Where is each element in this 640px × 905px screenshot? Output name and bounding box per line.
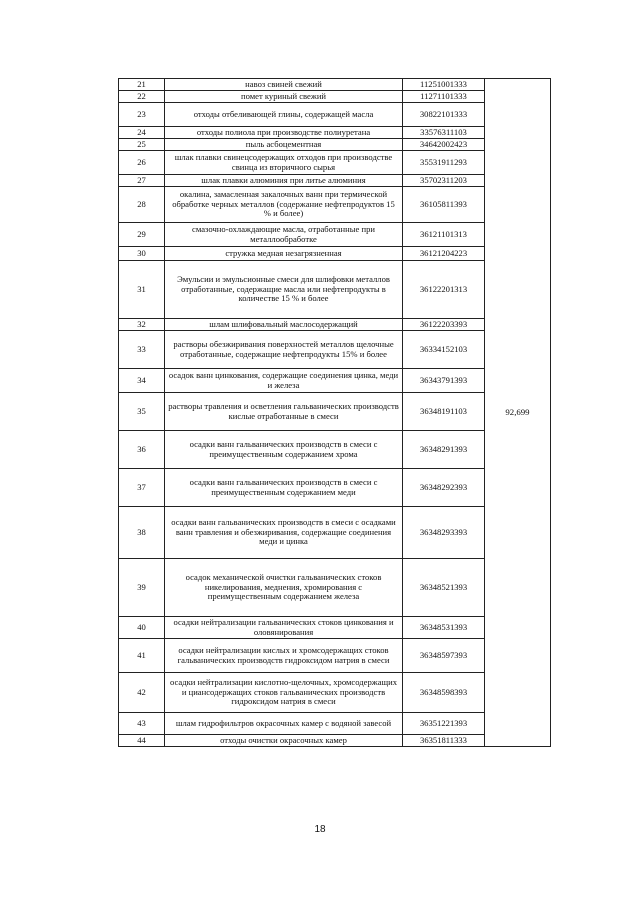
waste-name: осадок механической очистки гальванических стоков никелирования, меднения, хромирования с преимущественным содержанием железа: [165, 559, 403, 617]
waste-name: помет куриный свежий: [165, 91, 403, 103]
waste-name: Эмульсии и эмульсионные смеси для шлифовки металлов отработанные, содержащие масла или нефтепродукты в количестве 15 % и более: [165, 261, 403, 319]
waste-code: 36351811333: [403, 735, 485, 747]
page-number: 18: [314, 824, 326, 835]
waste-code: 36348293393: [403, 507, 485, 559]
waste-name: стружка медная незагрязненная: [165, 247, 403, 261]
waste-code: 36348531393: [403, 617, 485, 639]
row-number: 35: [119, 393, 165, 431]
row-number: 43: [119, 713, 165, 735]
row-number: 31: [119, 261, 165, 319]
waste-code: 36348291393: [403, 431, 485, 469]
waste-code: 36121204223: [403, 247, 485, 261]
waste-table-body: [119, 79, 551, 747]
waste-name: осадки нейтрализации кислотно-щелочных, хромсодержащих и циансодержащих стоков гальванических производств гидроксидом натрия в смеси: [165, 673, 403, 713]
waste-code: 36348521393: [403, 559, 485, 617]
waste-name: осадки нейтрализации кислых и хромсодержащих стоков гальванических производств гидроксидом натрия в смеси: [165, 639, 403, 673]
waste-code: 36105811393: [403, 187, 485, 223]
waste-name: пыль асбоцементная: [165, 139, 403, 151]
waste-name: окалина, замасленная закалочных ванн при термической обработке черных металлов (содержание нефтепродуктов 15 % и более): [165, 187, 403, 223]
waste-code: 36348598393: [403, 673, 485, 713]
row-number: 28: [119, 187, 165, 223]
waste-name: шлам гидрофильтров окрасочных камер с водяной завесой: [165, 713, 403, 735]
row-number: 25: [119, 139, 165, 151]
table-row: [119, 79, 551, 91]
row-number: 38: [119, 507, 165, 559]
waste-name: смазочно-охлаждающие масла, отработанные при металлообработке: [165, 223, 403, 247]
waste-name: отходы полиола при производстве полиуретана: [165, 127, 403, 139]
waste-code: 34642002423: [403, 139, 485, 151]
waste-name: растворы обезжиривания поверхностей металлов щелочные отработанные, содержащие нефтепродукты 15% и более: [165, 331, 403, 369]
waste-code: 36334152103: [403, 331, 485, 369]
waste-name: отходы отбеливающей глины, содержащей масла: [165, 103, 403, 127]
row-number: 29: [119, 223, 165, 247]
waste-code: 35702311203: [403, 175, 485, 187]
waste-code: 33576311103: [403, 127, 485, 139]
waste-code: 35531911293: [403, 151, 485, 175]
waste-code: 36348597393: [403, 639, 485, 673]
row-number: 24: [119, 127, 165, 139]
waste-name: осадок ванн цинкования, содержащие соединения цинка, меди и железа: [165, 369, 403, 393]
waste-name: шлам шлифовальный маслосодержащий: [165, 319, 403, 331]
row-number: 37: [119, 469, 165, 507]
waste-code: 30822101333: [403, 103, 485, 127]
waste-name: осадки ванн гальванических производств в смеси с преимущественным содержанием хрома: [165, 431, 403, 469]
waste-name: растворы травления и осветления гальванических производств кислые отработанные в смеси: [165, 393, 403, 431]
waste-name: навоз свиней свежий: [165, 79, 403, 91]
row-number: 22: [119, 91, 165, 103]
row-number: 33: [119, 331, 165, 369]
waste-name: отходы очистки окрасочных камер: [165, 735, 403, 747]
row-number: 34: [119, 369, 165, 393]
row-number: 40: [119, 617, 165, 639]
waste-name: осадки нейтрализации гальванических стоков цинкования и оловянирования: [165, 617, 403, 639]
waste-code: 36348292393: [403, 469, 485, 507]
waste-name: осадки ванн гальванических производств в смеси с осадками ванн травления и обезжиривания, содержащие соединения меди и цинка: [165, 507, 403, 559]
waste-code: 36351221393: [403, 713, 485, 735]
row-number: 30: [119, 247, 165, 261]
waste-code: 36348191103: [403, 393, 485, 431]
waste-code: 36343791393: [403, 369, 485, 393]
row-number: 44: [119, 735, 165, 747]
waste-code: 11251001333: [403, 79, 485, 91]
row-number: 27: [119, 175, 165, 187]
waste-name: шлак плавки алюминия при литье алюминия: [165, 175, 403, 187]
row-number: 42: [119, 673, 165, 713]
waste-code: 11271101333: [403, 91, 485, 103]
row-number: 32: [119, 319, 165, 331]
row-number: 36: [119, 431, 165, 469]
row-number: 26: [119, 151, 165, 175]
waste-code: 36122203393: [403, 319, 485, 331]
row-number: 39: [119, 559, 165, 617]
merged-value-cell: 92,699: [485, 79, 551, 747]
row-number: 21: [119, 79, 165, 91]
waste-code: 36122201313: [403, 261, 485, 319]
row-number: 41: [119, 639, 165, 673]
row-number: 23: [119, 103, 165, 127]
waste-code: 36121101313: [403, 223, 485, 247]
waste-table: [118, 78, 551, 747]
waste-name: шлак плавки свинецсодержащих отходов при производстве свинца из вторичного сырья: [165, 151, 403, 175]
waste-name: осадки ванн гальванических производств в смеси с преимущественным содержанием меди: [165, 469, 403, 507]
